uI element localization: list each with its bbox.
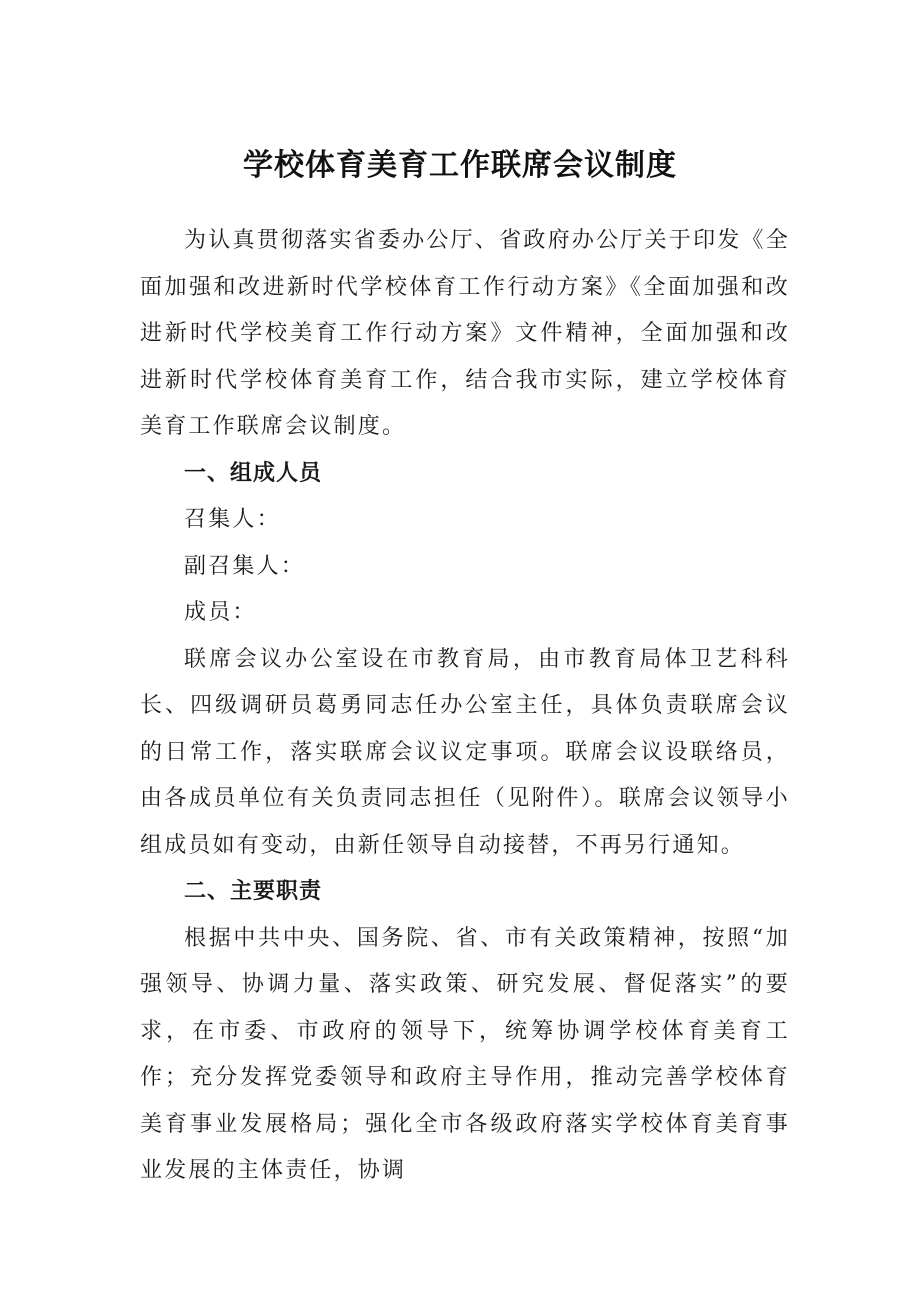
members-label: 成员： [184,600,257,625]
deputy-convener-label: 副召集人： [184,553,306,579]
section-heading-members: 一、组成人员 [184,460,323,486]
intro-paragraph: 为认真贯彻落实省委办公厅、省政府办公厅关于印发《全面加强和改进新时代学校体育工作行动方案》《全面加强和改进新时代学校美育工作行动方案》文件精神，全面加强和改进新时代学校体育美育工作，结合我市实际，建立学校体育美育工作联席会议制度。 [140,228,790,439]
section-heading-duties: 二、主要职责 [184,879,323,904]
document-body [140,218,790,1195]
duties-paragraph: 根据中共中央、国务院、省、市有关政策精神，按照“加强领导、协调力量、落实政策、研究发展、督促落实”的要求，在市委、市政府的领导下，统筹协调学校体育美育工作；充分发挥党委领导和政府主导作用，推动完善学校体育美育事业发展格局；强化全市各级政府落实学校体育美育事业发展的主体责任，协调 [140,925,790,1183]
office-paragraph: 联席会议办公室设在市教育局，由市教育局体卫艺科科长、四级调研员葛勇同志任办公室主任，具体负责联席会议的日常工作，落实联席会议议定事项。联席会议设联络员，由各成员单位有关负责同志担任（见附件）。联席会议领导小组成员如有变动，由新任领导自动接替，不再另行通知。 [140,646,790,858]
convener-label: 召集人： [184,507,281,532]
document-title: 学校体育美育工作联席会议制度 [243,148,677,183]
